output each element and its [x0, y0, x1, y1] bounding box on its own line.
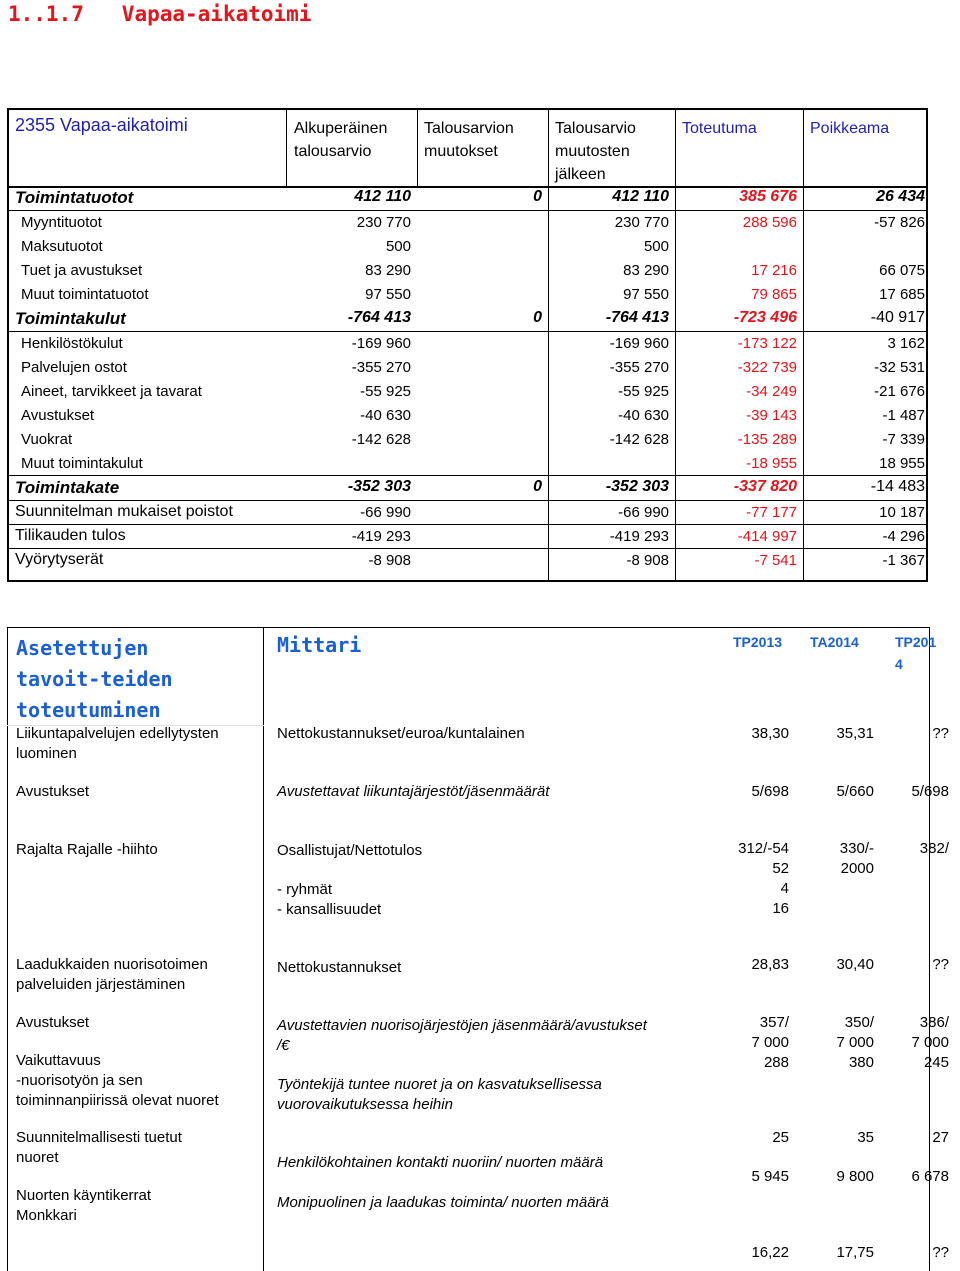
- budget-cell: -1 367: [882, 552, 925, 569]
- value-tp2013: 5 945: [751, 1168, 789, 1185]
- value-tp2013: 28,83: [751, 956, 789, 973]
- goal-youth-grants: Avustukset: [16, 1014, 90, 1031]
- value-ta2014: 17,75: [836, 1244, 874, 1261]
- budget-row: [9, 356, 926, 380]
- budget-cell: -352 303: [605, 478, 669, 495]
- budget-row: [9, 428, 926, 452]
- budget-cell: -764 413: [347, 309, 411, 326]
- budget-cell: -18 955: [746, 455, 797, 472]
- value-tp2013: 38,30: [751, 725, 789, 742]
- year-header-tp2014: TP201 4: [895, 634, 937, 672]
- col-divider: [286, 110, 287, 188]
- budget-cell: 97 550: [623, 286, 669, 303]
- budget-cell: 385 676: [739, 188, 797, 205]
- budget-row-label: Maksutuotot: [21, 238, 103, 255]
- col-header-budget-changes: Talousarvion muutokset: [424, 120, 514, 160]
- budget-cell: -352 303: [347, 478, 411, 495]
- budget-row: [9, 404, 926, 428]
- budget-cell: 0: [533, 478, 542, 495]
- value-ta2014: 5/660: [836, 783, 874, 800]
- metric-header: Mittari: [277, 633, 362, 657]
- value-tp2013: 312/-54 52 4 16: [738, 840, 789, 917]
- budget-cell: -77 177: [746, 504, 797, 521]
- budget-cell: -173 122: [737, 335, 797, 352]
- budget-row-label: Myyntituotot: [21, 214, 102, 231]
- budget-cell: -414 997: [737, 528, 797, 545]
- budget-cell: 10 187: [879, 504, 925, 521]
- budget-row-label: Tuet ja avustukset: [21, 262, 143, 279]
- budget-cell: -32 531: [874, 359, 925, 376]
- budget-cell: -66 990: [360, 504, 411, 521]
- metric-net-costs: Nettokustannukset: [277, 959, 402, 976]
- goals-title: Asetettujen tavoit-teiden toteutuminen: [16, 636, 173, 722]
- col-header-revised-budget: Talousarvio muutosten jälkeen: [555, 120, 636, 183]
- budget-row-label: Toimintatuotot: [15, 188, 134, 207]
- budget-row-label: Vyörytyserät: [15, 551, 104, 568]
- budget-cell: -764 413: [605, 309, 669, 326]
- goals-table: [7, 627, 949, 1271]
- value-ta2014: 35: [857, 1129, 874, 1146]
- value-tp2014: ??: [932, 1244, 949, 1261]
- budget-row-label: Muut toimintakulut: [21, 455, 143, 472]
- budget-cell: 83 290: [623, 262, 669, 279]
- budget-cell: 230 770: [614, 214, 669, 231]
- budget-cell: 97 550: [365, 286, 411, 303]
- goal-ski-event: Rajalta Rajalle -hiihto: [16, 841, 158, 858]
- budget-cell: -322 739: [737, 359, 797, 376]
- value-tp2013: 25: [772, 1129, 789, 1146]
- col-divider: [7, 627, 8, 1271]
- goal-youth-services: Laadukkaiden nuorisotoimen palveluiden järjestäminen: [16, 956, 208, 993]
- budget-row-label: Tilikauden tulos: [15, 527, 126, 544]
- goal-impact: Vaikuttavuus -nuorisotyön ja sen toiminnanpiirissä olevat nuoret: [16, 1052, 219, 1109]
- goal-youth-visits: Nuorten käyntikerrat Monkkari: [16, 1187, 152, 1224]
- budget-cell: -14 483: [870, 478, 925, 495]
- value-tp2013: 16,22: [751, 1244, 789, 1261]
- metric-participants-net-result: Osallistujat/Nettotulos: [277, 842, 423, 859]
- section-title: Vapaa-aikatoimi: [121, 2, 312, 26]
- budget-row: [9, 380, 926, 404]
- value-ta2014: 330/- 2000: [839, 840, 874, 877]
- metric-worker-knows-youth: Työntekijä tuntee nuoret ja on kasvatuksellisessa vuorovaikutuksessa heihin: [277, 1076, 602, 1113]
- value-tp2014: 27: [932, 1129, 949, 1146]
- budget-cell: -337 820: [733, 478, 797, 495]
- budget-row: [9, 283, 926, 307]
- budget-cell: -40 630: [360, 407, 411, 424]
- budget-row-label: Palvelujen ostot: [21, 359, 127, 376]
- value-ta2014: 350/ 7 000 380: [836, 1014, 874, 1071]
- section-heading: [8, 2, 311, 26]
- budget-table: [7, 108, 928, 582]
- budget-cell: -8 908: [626, 552, 669, 569]
- row-divider: [7, 627, 930, 628]
- col-divider: [675, 110, 676, 582]
- year-header-ta2014: TA2014: [810, 634, 859, 650]
- budget-cell: -142 628: [609, 431, 669, 448]
- budget-cell: 17 685: [879, 286, 925, 303]
- budget-cell: 412 110: [612, 188, 669, 205]
- value-tp2014: ??: [932, 956, 949, 973]
- value-tp2013: 5/698: [751, 783, 789, 800]
- budget-cell: -4 296: [882, 528, 925, 545]
- value-tp2013: 357/ 7 000 288: [751, 1014, 789, 1071]
- budget-cell: -66 990: [618, 504, 669, 521]
- metric-sports-clubs-members: Avustettavat liikuntajärjestöt/jäsenmäärät: [277, 783, 550, 800]
- value-ta2014: 30,40: [836, 956, 874, 973]
- goal-supported-youth: Suunnitelmallisesti tuetut nuoret: [16, 1129, 182, 1166]
- budget-row: [9, 235, 926, 259]
- budget-cell: -1 487: [882, 407, 925, 424]
- budget-cell: -40 630: [618, 407, 669, 424]
- budget-cell: -21 676: [874, 383, 925, 400]
- budget-row-label: Henkilöstökulut: [21, 335, 123, 352]
- budget-cell: 3 162: [887, 335, 925, 352]
- budget-cell: -142 628: [351, 431, 411, 448]
- value-tp2014: 5/698: [911, 783, 949, 800]
- budget-cell: 18 955: [879, 455, 925, 472]
- budget-cell: -723 496: [733, 309, 797, 326]
- metric-personal-contact: Henkilökohtainen kontakti nuoriin/ nuorten määrä: [277, 1154, 604, 1171]
- budget-table-title: 2355 Vapaa-aikatoimi: [15, 115, 188, 135]
- budget-row-label: Avustukset: [21, 407, 95, 424]
- budget-cell: 83 290: [365, 262, 411, 279]
- budget-row: [9, 259, 926, 283]
- budget-row: [9, 211, 926, 235]
- budget-cell: 26 434: [876, 188, 925, 205]
- budget-row: [9, 452, 926, 476]
- col-header-actual: Toteutuma: [682, 120, 757, 137]
- budget-cell: -419 293: [351, 528, 411, 545]
- budget-cell: 79 865: [751, 286, 797, 303]
- budget-row-label: Toimintakulut: [15, 309, 126, 328]
- goal-sports-conditions: Liikuntapalvelujen edellytysten luominen: [16, 725, 219, 762]
- col-divider: [263, 627, 264, 1271]
- budget-table-header: [9, 110, 926, 188]
- budget-cell: -55 925: [360, 383, 411, 400]
- budget-cell: -7 339: [882, 431, 925, 448]
- budget-row: [9, 307, 926, 331]
- col-divider: [803, 110, 804, 582]
- metric-youth-org-members: Avustettavien nuorisojärjestöjen jäsenmäärä/avustukset /€: [277, 1017, 647, 1054]
- budget-cell: -169 960: [351, 335, 411, 352]
- budget-cell: 230 770: [356, 214, 411, 231]
- value-tp2014: ??: [932, 725, 949, 742]
- budget-row: [9, 525, 926, 549]
- value-tp2014: 386/ 7 000 245: [911, 1014, 949, 1071]
- value-ta2014: 35,31: [836, 725, 874, 742]
- metric-net-cost-per-resident: Nettokustannukset/euroa/kuntalainen: [277, 725, 525, 742]
- budget-cell: -169 960: [609, 335, 669, 352]
- budget-cell: 412 110: [354, 188, 411, 205]
- budget-cell: 500: [643, 238, 669, 255]
- metric-nationalities: - kansallisuudet: [277, 901, 382, 918]
- budget-cell: -8 908: [368, 552, 411, 569]
- budget-row-label: Toimintakate: [15, 478, 120, 497]
- budget-row-label: Muut toimintatuotot: [21, 286, 149, 303]
- col-divider: [417, 110, 418, 188]
- section-number: 1..1.7: [8, 2, 84, 26]
- budget-cell: -39 143: [746, 407, 797, 424]
- col-header-variance: Poikkeama: [810, 120, 890, 137]
- budget-cell: 500: [385, 238, 411, 255]
- budget-row: [9, 476, 926, 500]
- year-header-tp2013: TP2013: [733, 634, 783, 650]
- budget-cell: -55 925: [618, 383, 669, 400]
- budget-cell: 66 075: [879, 262, 925, 279]
- goal-sports-grants: Avustukset: [16, 783, 90, 800]
- value-tp2014: 6 678: [911, 1168, 949, 1185]
- budget-cell: 17 216: [751, 262, 797, 279]
- metric-groups: - ryhmät: [277, 881, 333, 898]
- value-tp2014: 382/: [919, 840, 949, 857]
- budget-cell: -419 293: [609, 528, 669, 545]
- budget-cell: -355 270: [609, 359, 669, 376]
- budget-cell: 0: [533, 309, 542, 326]
- col-divider: [548, 110, 549, 582]
- budget-cell: -40 917: [870, 309, 925, 326]
- metric-diverse-activity: Monipuolinen ja laadukas toiminta/ nuorten määrä: [277, 1194, 609, 1211]
- budget-row-label: Aineet, tarvikkeet ja tavarat: [21, 383, 202, 400]
- budget-cell: 0: [533, 188, 542, 205]
- budget-row: [9, 501, 926, 525]
- budget-row: [9, 332, 926, 356]
- budget-cell: -34 249: [746, 383, 797, 400]
- budget-row-label: Suunnitelman mukaiset poistot: [15, 503, 233, 520]
- budget-cell: -135 289: [737, 431, 797, 448]
- budget-row: [9, 186, 926, 210]
- budget-cell: 288 596: [742, 214, 797, 231]
- budget-cell: -57 826: [874, 214, 925, 231]
- budget-row: [9, 549, 926, 573]
- budget-cell: -7 541: [754, 552, 797, 569]
- value-ta2014: 9 800: [836, 1168, 874, 1185]
- budget-cell: -355 270: [351, 359, 411, 376]
- budget-row-label: Vuokrat: [21, 431, 73, 448]
- col-header-original-budget: Alkuperäinen talousarvio: [294, 120, 388, 160]
